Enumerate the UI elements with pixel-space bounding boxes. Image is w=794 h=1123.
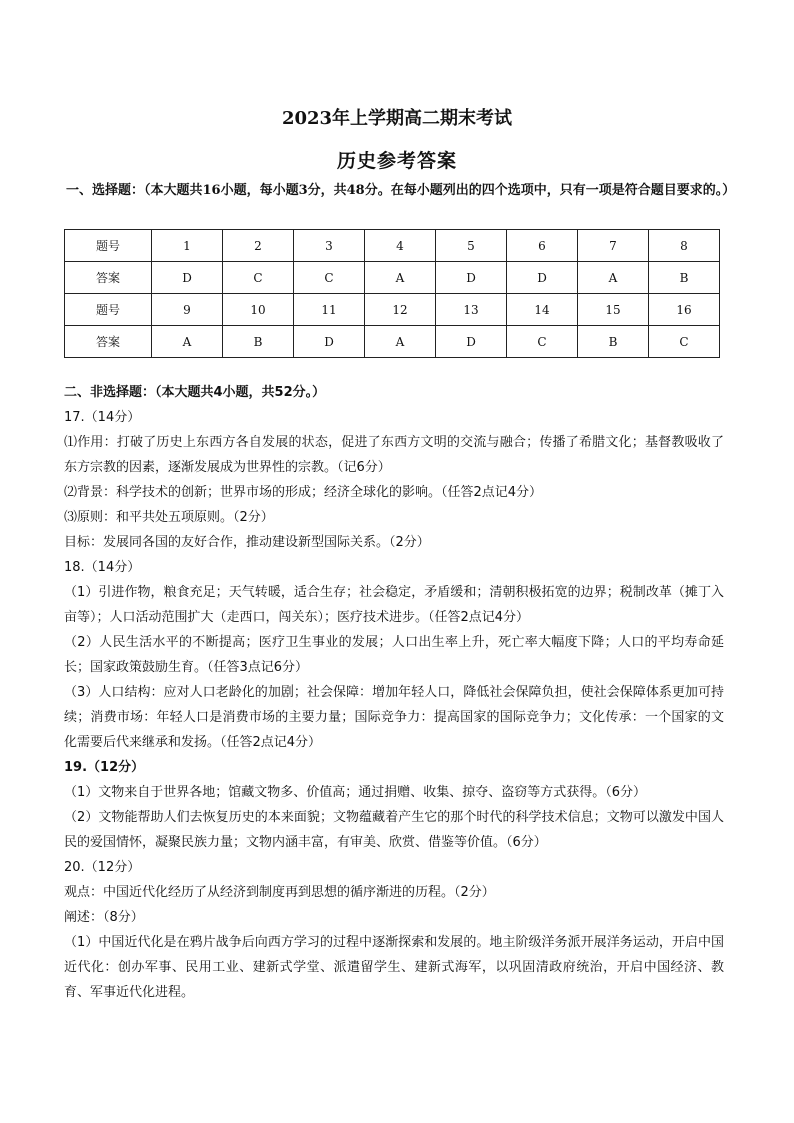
answer-paragraph: （2）人民生活水平的不断提高；医疗卫生事业的发展；人口出生率上升，死亡率大幅度下降；人口的平均寿命延长；国家政策鼓励生育。（任答3点记6分） — [64, 635, 724, 675]
answer-paragraph: ⑶原则：和平共处五项原则。（2分） — [64, 510, 274, 525]
row-label: 答案 — [65, 262, 152, 294]
answer-paragraph: （3）人口结构：应对人口老龄化的加剧；社会保障：增加年轻人口，降低社会保障负担，使社会保障体系更加可持续；消费市场：年轻人口是消费市场的主要力量；国际竞争力：提高国家的国际竞争力；文化传承：一个国家的文化需要后代来继承和发扬。（任答2点记4分） — [64, 685, 724, 750]
answer-paragraph: （2）文物能帮助人们去恢复历史的本来面貌；文物蕴藏着产生它的那个时代的科学技术信息；文物可以激发中国人民的爱国情怀，凝聚民族力量；文物内涵丰富，有审美、欣赏、借鉴等价值。（6分） — [64, 810, 724, 850]
row-label: 题号 — [65, 230, 152, 262]
answer-paragraph: （1）中国近代化是在鸦片战争后向西方学习的过程中逐渐探索和发展的。地主阶级洋务派开展洋务运动，开启中国近代化：创办军事、民用工业、建新式学堂、派遣留学生、建新式海军，以巩固清政府统治，开启中国经济、教育、军事近代化进程。 — [64, 935, 724, 1000]
table-cell: D — [294, 326, 365, 358]
table-cell: 2 — [223, 230, 294, 262]
question-number: 20.（12分） — [64, 860, 141, 875]
table-cell: 12 — [365, 294, 436, 326]
question-number: 17.（14分） — [64, 410, 141, 425]
table-cell: D — [507, 262, 578, 294]
table-cell: 14 — [507, 294, 578, 326]
table-row — [65, 262, 720, 294]
table-cell: 7 — [578, 230, 649, 262]
table-cell: 5 — [436, 230, 507, 262]
row-label: 答案 — [65, 326, 152, 358]
table-cell: A — [365, 262, 436, 294]
question-number: 19.（12分） — [64, 760, 145, 775]
answer-table — [64, 229, 720, 358]
table-row — [65, 230, 720, 262]
answer-paragraph: 观点：中国近代化经历了从经济到制度再到思想的循序渐进的历程。（2分） — [64, 885, 495, 900]
table-cell: A — [152, 326, 223, 358]
table-cell: B — [223, 326, 294, 358]
table-cell: A — [578, 262, 649, 294]
table-cell: 8 — [649, 230, 720, 262]
table-cell: 13 — [436, 294, 507, 326]
table-row — [65, 326, 720, 358]
exam-title: 2023年上学期高二期末考试 — [281, 108, 513, 129]
table-cell: C — [223, 262, 294, 294]
answer-paragraph: 目标：发展同各国的友好合作，推动建设新型国际关系。（2分） — [64, 535, 430, 550]
table-cell: B — [649, 262, 720, 294]
section-2 — [64, 380, 724, 1005]
answer-paragraph: ⑵背景：科学技术的创新；世界市场的形成；经济全球化的影响。（任答2点记4分） — [64, 485, 543, 500]
table-cell: C — [649, 326, 720, 358]
table-cell: C — [294, 262, 365, 294]
answer-paragraph: 阐述：（8分） — [64, 910, 144, 925]
table-cell: D — [152, 262, 223, 294]
table-cell: 4 — [365, 230, 436, 262]
answer-paragraph: （1）引进作物，粮食充足；天气转暖，适合生存；社会稳定，矛盾缓和；清朝积极拓宽的边界；税制改革（摊丁入亩等）；人口活动范围扩大（走西口，闯关东）；医疗技术进步。（任答2点记4分） — [64, 585, 724, 625]
table-cell: 10 — [223, 294, 294, 326]
row-label: 题号 — [65, 294, 152, 326]
table-row — [65, 294, 720, 326]
section-1-heading: 一、选择题：（本大题共16小题，每小题3分，共48分。在每小题列出的四个选项中，只有一项是符合题目要求的。） — [66, 183, 736, 198]
answer-key-subtitle: 历史参考答案 — [336, 150, 457, 172]
table-cell: 15 — [578, 294, 649, 326]
question-number: 18.（14分） — [64, 560, 141, 575]
table-cell: 1 — [152, 230, 223, 262]
table-cell: 16 — [649, 294, 720, 326]
table-cell: C — [507, 326, 578, 358]
table-cell: 6 — [507, 230, 578, 262]
answer-paragraph: （1）文物来自于世界各地；馆藏文物多、价值高；通过捐赠、收集、掠夺、盗窃等方式获得。（6分） — [64, 785, 647, 800]
table-cell: D — [436, 326, 507, 358]
table-cell: D — [436, 262, 507, 294]
answer-paragraph: ⑴作用：打破了历史上东西方各自发展的状态，促进了东西方文明的交流与融合；传播了希腊文化；基督教吸收了东方宗教的因素，逐渐发展成为世界性的宗教。（记6分） — [64, 435, 724, 475]
table-cell: A — [365, 326, 436, 358]
table-cell: 9 — [152, 294, 223, 326]
table-cell: B — [578, 326, 649, 358]
table-cell: 3 — [294, 230, 365, 262]
table-cell: 11 — [294, 294, 365, 326]
section-2-heading: 二、非选择题：（本大题共4小题，共52分。） — [64, 385, 326, 400]
